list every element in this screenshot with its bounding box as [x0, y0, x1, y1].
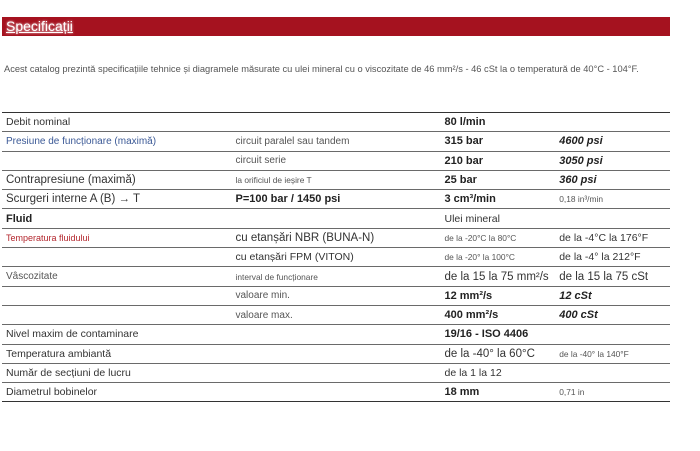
table-row: [2, 267, 670, 286]
spec-value-imperial: 3050 psi: [555, 151, 670, 170]
spec-value-imperial: 0,71 in: [555, 383, 670, 402]
spec-value-imperial: de la -40° la 140°F: [555, 344, 670, 363]
spec-condition: [231, 325, 440, 344]
spec-condition: [231, 209, 440, 228]
spec-value-metric: 315 bar: [440, 132, 555, 151]
spec-value-imperial: [555, 363, 670, 382]
table-row: [2, 286, 670, 305]
spec-value-metric: 210 bar: [440, 151, 555, 170]
spec-value-imperial: [555, 113, 670, 132]
spec-condition: cu etanșări FPM (VITON): [231, 248, 440, 267]
spec-value-metric: de la 1 la 12: [440, 363, 555, 382]
spec-label: Temperatura fluidului: [2, 228, 231, 247]
spec-label: [2, 286, 231, 305]
spec-value-metric: Ulei mineral: [440, 209, 555, 228]
table-row: [2, 170, 670, 189]
spec-value-metric: 25 bar: [440, 170, 555, 189]
spec-value-metric: 400 mm²/s: [440, 305, 555, 324]
spec-label: Scurgeri interne A (B) → T: [2, 190, 231, 209]
intro-paragraph: Acest catalog prezintă specificațiile tehnice și diagramele măsurate cu ulei mineral cu o viscozitate de 46 mm²/s - 46 cSt la o temperatură de 40°C - 104°F.: [4, 64, 639, 75]
spec-value-imperial: [555, 209, 670, 228]
table-row: [2, 305, 670, 324]
spec-label: Contrapresiune (maximă): [2, 170, 231, 189]
specifications-table: [2, 112, 670, 402]
spec-value-imperial: 360 psi: [555, 170, 670, 189]
spec-label: Număr de secțiuni de lucru: [2, 363, 231, 382]
spec-label: Vâscozitate: [2, 267, 231, 286]
spec-value-metric: 18 mm: [440, 383, 555, 402]
table-row: [2, 383, 670, 402]
spec-value-imperial: 12 cSt: [555, 286, 670, 305]
spec-value-metric: 19/16 - ISO 4406: [440, 325, 555, 344]
spec-value-imperial: [555, 325, 670, 344]
spec-condition: cu etanșări NBR (BUNA-N): [231, 228, 440, 247]
spec-condition: circuit paralel sau tandem: [231, 132, 440, 151]
spec-condition: valoare max.: [231, 305, 440, 324]
spec-label: [2, 151, 231, 170]
section-banner: [2, 17, 670, 36]
spec-value-imperial: 400 cSt: [555, 305, 670, 324]
table-row: [2, 113, 670, 132]
table-row: [2, 151, 670, 170]
spec-condition: [231, 113, 440, 132]
spec-value-metric: de la 15 la 75 mm²/s: [440, 267, 555, 286]
spec-label: Temperatura ambiantă: [2, 344, 231, 363]
spec-condition: P=100 bar / 1450 psi: [231, 190, 440, 209]
spec-condition: valoare min.: [231, 286, 440, 305]
table-row: [2, 325, 670, 344]
spec-label: Presiune de funcționare (maximă): [2, 132, 231, 151]
table-row: [2, 209, 670, 228]
spec-value-imperial: 0,18 in³/min: [555, 190, 670, 209]
spec-condition: circuit serie: [231, 151, 440, 170]
spec-label: Diametrul bobinelor: [2, 383, 231, 402]
table-row: [2, 228, 670, 247]
spec-label: Debit nominal: [2, 113, 231, 132]
spec-condition: [231, 383, 440, 402]
table-row: [2, 132, 670, 151]
table-row: [2, 363, 670, 382]
spec-value-imperial: de la -4°C la 176°F: [555, 228, 670, 247]
spec-condition: [231, 344, 440, 363]
spec-label: Fluid: [2, 209, 231, 228]
spec-value-metric: de la -20°C la 80°C: [440, 228, 555, 247]
spec-value-imperial: 4600 psi: [555, 132, 670, 151]
spec-value-metric: de la -40° la 60°C: [440, 344, 555, 363]
table-row: [2, 190, 670, 209]
spec-condition: interval de funcționare: [231, 267, 440, 286]
spec-value-metric: 80 l/min: [440, 113, 555, 132]
spec-label: [2, 305, 231, 324]
spec-value-imperial: de la -4° la 212°F: [555, 248, 670, 267]
spec-value-metric: 3 cm³/min: [440, 190, 555, 209]
spec-condition: [231, 363, 440, 382]
spec-value-metric: 12 mm²/s: [440, 286, 555, 305]
section-title: Specificații: [6, 18, 73, 34]
spec-value-metric: de la -20° la 100°C: [440, 248, 555, 267]
spec-label: Nivel maxim de contaminare: [2, 325, 231, 344]
table-row: [2, 248, 670, 267]
spec-condition: la orificiul de ieșire T: [231, 170, 440, 189]
spec-value-imperial: de la 15 la 75 cSt: [555, 267, 670, 286]
spec-label: [2, 248, 231, 267]
table-row: [2, 344, 670, 363]
